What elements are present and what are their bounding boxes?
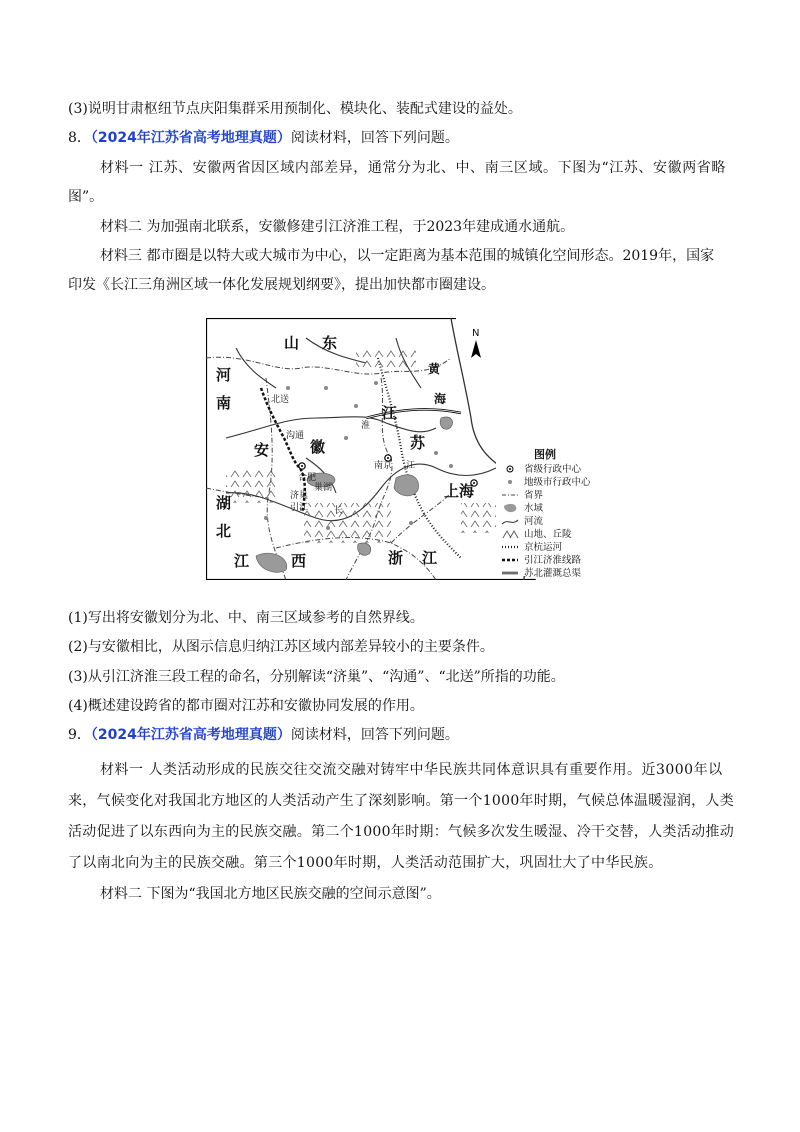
label-chang: 长 [334,506,344,516]
q8-question-3: (3)从引江济淮三段工程的命名，分别解读“济巢”、“沟通”、“北送”所指的功能。 [68,669,565,685]
legend-label-prefecture-center: 地级市行政中心 [524,477,591,488]
legend-symbol-prefecture-center [508,480,512,484]
q9-header [68,725,459,745]
label-hefei: 合肥 [298,473,317,483]
legend-label-mountain: 山地、丘陵 [524,529,572,540]
q9-material1-line2: 来，气候变化对我国北方地区的人类活动产生了深刻影响。第一个1000年时期，气候总体温暖湿润，人类 [68,793,735,809]
label-chaohu: 巢湖 [314,483,333,493]
q8-question-1: (1)写出将安徽划分为北、中、南三区域参考的自然界线。 [68,610,424,626]
label-jiangxi-1: 江 [234,552,250,570]
legend-label-canal: 京杭运河 [524,542,563,553]
label-jichao: 济巢 [290,491,309,501]
q9-material1-line1: 材料一 人类活动形成的民族交往交流交融对铸牢中华民族共同体意识具有重要作用。近3000年以 [100,762,723,778]
legend-label-border: 省界 [524,490,544,501]
label-beisong: 北送 [271,395,290,405]
legend-label-provincial-center: 省级行政中心 [524,464,582,475]
north-label: N [472,328,480,339]
label-shandong-2: 东 [322,334,338,352]
q8-material1-line2: 图”。 [68,189,104,205]
q8-material3-line1: 材料三 都市圈是以特大或大城市为中心，以一定距离为基本范围的城镇化空间形态。2019年，国家 [100,248,715,264]
label-jiangxi-2: 西 [291,552,307,570]
q8-prompt: 阅读材料，回答下列问题。 [290,130,459,146]
legend-label-river: 河流 [524,516,544,527]
label-goutong: 沟通 [286,431,305,441]
q8-header [68,128,459,148]
label-hubei-2: 北 [216,522,232,540]
taihu-lake [394,475,419,496]
label-anhui-1: 安 [254,441,270,459]
label-sea-2: 海 [434,392,447,406]
q9-source: （2024年江苏省高考地理真题） [90,727,291,743]
label-zhejiang-1: 浙 [388,549,404,567]
q9-material2: 材料二 下图为“我国北方地区民族交融的空间示意图”。 [100,886,441,902]
label-huai: 淮 [361,421,371,431]
map-legend [496,444,606,579]
q8-question-4: (4)概述建设跨省的都市圈对江苏和安徽协同发展的作用。 [68,698,424,714]
label-zhejiang-2: 江 [422,549,438,567]
label-shandong-1: 山 [284,334,300,352]
q9-material1-line4: 了以南北向为主的民族交融。第三个1000年时期，人类活动范围扩大，巩固壮大了中华民族。 [68,855,663,871]
label-jiangsu-1: 江 [382,404,398,422]
label-jiangsu-2: 苏 [410,434,426,452]
label-jiang: 江 [406,461,416,471]
label-sea-1: 黄 [428,362,441,376]
label-shanghai: 上海 [444,482,475,500]
jiangsu-anhui-map [206,318,608,580]
legend-label-irrigation: 苏北灌溉总渠 [524,568,582,579]
label-henan-2: 南 [216,394,232,412]
q9-prompt: 阅读材料，回答下列问题。 [290,727,459,743]
label-anhui-2: 徽 [310,438,326,456]
label-yinjiang: 引江 [290,503,309,513]
q8-material1-line1: 材料一 江苏、安徽两省因区域内部差异，通常分为北、中、南三区域。下图为“江苏、安徽两省略 [100,160,727,176]
legend-title: 图例 [534,448,556,461]
label-nanjing: 南京 [374,461,393,471]
label-henan-1: 河 [216,366,232,384]
q7-subquestion-3: (3)说明甘肃枢纽节点庆阳集群采用预制化、模块化、装配式建设的益处。 [68,101,522,117]
q8-source: （2024年江苏省高考地理真题） [90,130,291,146]
legend-label-route: 引江济淮线路 [524,555,582,566]
q8-number: 8． [68,130,91,146]
legend-label-water: 水域 [524,503,544,514]
q9-number: 9． [68,727,91,743]
label-hubei-1: 湖 [216,494,232,512]
q8-material2: 材料二 为加强南北联系，安徽修建引江济淮工程，于2023年建成通水通航。 [100,219,575,235]
q8-material3-line2: 印发《长江三角洲区域一体化发展规划纲要》，提出加快都市圈建设。 [68,277,495,293]
q8-question-2: (2)与安徽相比，从图示信息归纳江苏区域内部差异较小的主要条件。 [68,639,494,655]
q9-material1-line3: 活动促进了以东西向为主的民族交融。第二个1000年时期：气候多次发生暖湿、冷干交替，人类活动推动 [68,824,735,840]
